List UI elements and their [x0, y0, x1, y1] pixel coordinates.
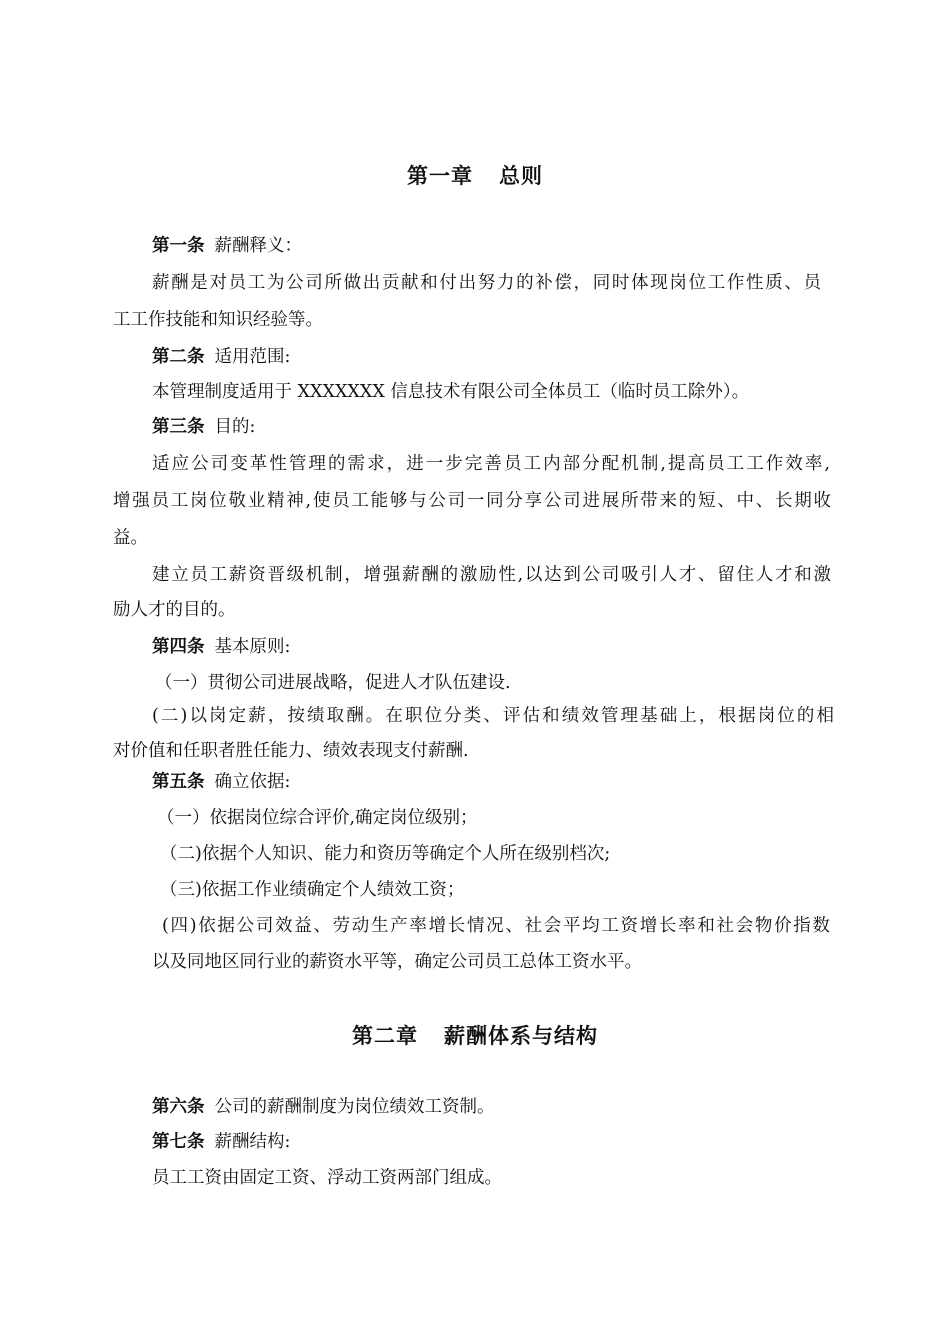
article-5-heading [152, 774, 290, 792]
article-7-heading [152, 1134, 290, 1152]
chapter-2-number: 第二章 [352, 1024, 418, 1048]
article-4-title: 基本原则: [214, 637, 291, 657]
article-6-heading [152, 1099, 495, 1117]
article-3-paragraph-line: 励人才的目的。 [113, 600, 236, 620]
article-1-title: 薪酬释义： [214, 236, 302, 256]
article-7-paragraph-line: 员工工资由固定工资、浮动工资两部门组成。 [152, 1168, 502, 1188]
article-4-paragraph-line: 对价值和任职者胜任能力、绩效表现支付薪酬. [113, 741, 469, 761]
article-3-heading [152, 419, 255, 437]
chapter-1-number: 第一章 [407, 164, 473, 188]
article-3-paragraph-line: 增强员工岗位敬业精神,使员工能够与公司一同分享公司进展所带来的短、中、长期收 [113, 491, 831, 511]
article-4-paragraph-line: （一）贯彻公司进展战略，促进人才队伍建设. [155, 673, 511, 693]
chapter-2-title: 薪酬体系与结构 [444, 1024, 598, 1048]
article-7-title: 薪酬结构: [214, 1132, 291, 1152]
article-4-label: 第四条 [152, 637, 205, 657]
article-2-label: 第二条 [152, 347, 205, 367]
article-6-label: 第六条 [152, 1097, 205, 1117]
article-2-paragraph-line: 本管理制度适用于 XXXXXXX 信息技术有限公司全体员工（临时员工除外）。 [152, 382, 750, 402]
chapter-2-heading [0, 1020, 950, 1050]
article-4-heading [152, 639, 290, 657]
chapter-1-heading [0, 160, 950, 190]
article-1-label: 第一条 [152, 236, 205, 256]
article-5-paragraph-line: 以及同地区同行业的薪资水平等，确定公司员工总体工资水平。 [152, 952, 642, 972]
article-3-label: 第三条 [152, 417, 205, 437]
article-2-title: 适用范围: [214, 347, 291, 367]
article-6-title: 公司的薪酬制度为岗位绩效工资制。 [214, 1097, 495, 1117]
article-4-paragraph-line: (二)以岗定薪，按绩取酬。在职位分类、评估和绩效管理基础上，根据岗位的相 [152, 706, 834, 726]
article-5-label: 第五条 [152, 772, 205, 792]
article-5-paragraph-line: （二)依据个人知识、能力和资历等确定个人所在级别档次; [160, 844, 611, 864]
article-7-label: 第七条 [152, 1132, 205, 1152]
article-3-paragraph-line: 益。 [113, 528, 148, 548]
article-5-title: 确立依据: [214, 772, 291, 792]
article-5-paragraph-line: （一）依据岗位综合评价,确定岗位级别； [157, 808, 478, 828]
article-1-paragraph-line: 工工作技能和知识经验等。 [113, 310, 323, 330]
article-3-paragraph-line: 适应公司变革性管理的需求，进一步完善员工内部分配机制,提高员工工作效率, [152, 454, 830, 474]
article-2-heading [152, 349, 290, 367]
article-1-heading [152, 238, 302, 256]
chapter-1-title: 总则 [499, 164, 543, 188]
article-5-paragraph-line: （三)依据工作业绩确定个人绩效工资； [160, 880, 465, 900]
article-3-title: 目的: [214, 417, 256, 437]
article-5-paragraph-line: (四)依据公司效益、劳动生产率增长情况、社会平均工资增长率和社会物价指数 [162, 916, 830, 936]
article-1-paragraph-line: 薪酬是对员工为公司所做出贡献和付出努力的补偿，同时体现岗位工作性质、员 [152, 273, 821, 293]
article-3-paragraph-line: 建立员工薪资晋级机制，增强薪酬的激励性,以达到公司吸引人才、留住人才和激 [152, 565, 831, 585]
